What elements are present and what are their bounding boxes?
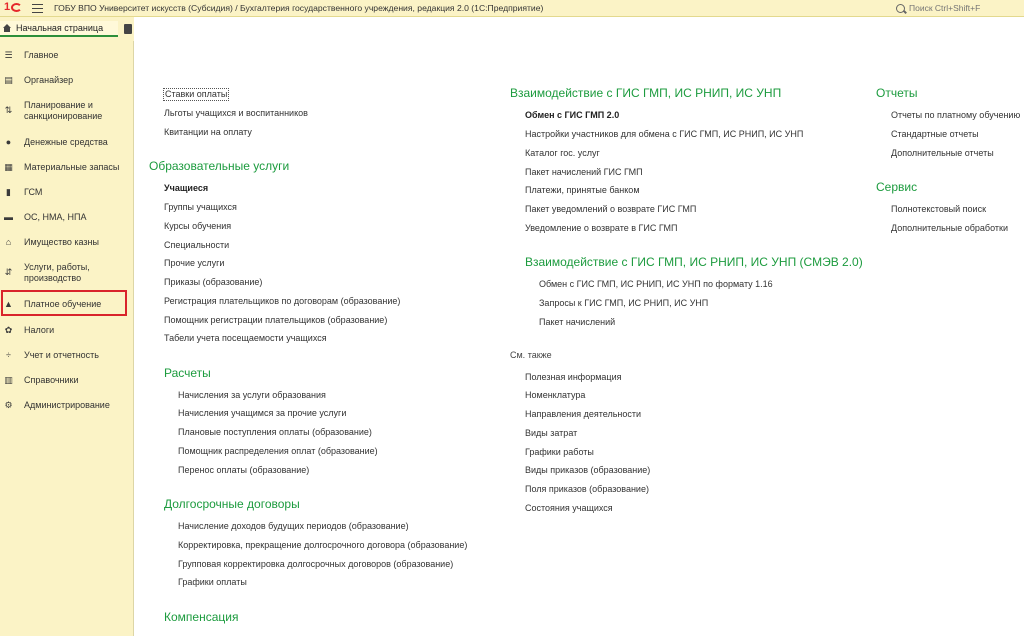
section-service[interactable]: Сервис (876, 180, 918, 194)
search-box[interactable] (896, 2, 1020, 14)
section-calculations[interactable]: Расчеты (164, 366, 211, 380)
sidebar (0, 41, 134, 636)
sidebar-item-label: Платное обучение (24, 298, 102, 309)
link-attendance[interactable]: Табели учета посещаемости учащихся (164, 333, 327, 343)
1c-logo-icon: 1 (4, 2, 24, 14)
sidebar-item-label: Главное (24, 49, 59, 60)
link-refund-notices-package[interactable]: Пакет уведомлений о возврате ГИС ГМП (525, 204, 697, 214)
tab-home-label: Начальная страница (16, 23, 104, 33)
link-smev-accrual-package[interactable]: Пакет начислений (539, 317, 616, 327)
section-reports[interactable]: Отчеты (876, 86, 918, 100)
link-work-schedules[interactable]: Графики работы (525, 447, 594, 457)
sidebar-item-label: Услуги, работы, производство (24, 262, 90, 283)
truck-icon: ▬ (4, 212, 13, 222)
section-compensation[interactable]: Компенсация (164, 610, 239, 624)
section-smev[interactable]: Взаимодействие с ГИС ГМП, ИС РНИП, ИС УНП (СМЭВ 2.0) (525, 255, 863, 269)
search-input[interactable] (909, 3, 1019, 13)
sidebar-item-money[interactable] (0, 136, 134, 148)
sidebar-item-main[interactable] (0, 49, 134, 61)
sidebar-item-fuel[interactable] (0, 186, 134, 198)
link-payer-registration-assistant[interactable]: Помощник регистрации плательщиков (образование) (164, 315, 388, 325)
sidebar-item-label: Налоги (24, 324, 55, 335)
tabs-row (0, 17, 134, 41)
sidebar-item-label: Планирование и санкционирование (24, 100, 103, 121)
section-long-term[interactable]: Долгосрочные договоры (164, 497, 300, 511)
sidebar-item-treasury[interactable] (0, 236, 134, 248)
link-group-correction[interactable]: Групповая корректировка долгосрочных договоров (образование) (178, 559, 454, 569)
list-icon: ☰ (4, 49, 13, 60)
link-fulltext-search[interactable]: Полнотекстовый поиск (891, 204, 987, 214)
link-contract-correction[interactable]: Корректировка, прекращение долгосрочного договора (образование) (178, 540, 468, 550)
tools-icon: ⇵ (4, 267, 13, 277)
link-gis-requests[interactable]: Запросы к ГИС ГМП, ИС РНИП, ИС УНП (539, 298, 709, 308)
link-standard-reports[interactable]: Стандартные отчеты (891, 129, 979, 139)
sidebar-item-label: Учет и отчетность (24, 349, 99, 360)
sidebar-item-organizer[interactable] (0, 74, 134, 86)
link-orders[interactable]: Приказы (образование) (164, 277, 263, 287)
sidebar-item-assets[interactable] (0, 211, 134, 223)
section-edu-services[interactable]: Образовательные услуги (149, 159, 290, 173)
link-additional-reports[interactable]: Дополнительные отчеты (891, 148, 994, 158)
link-courses[interactable]: Курсы обучения (164, 221, 232, 231)
link-exchange-settings[interactable]: Настройки участников для обмена с ГИС ГМП, ИС РНИП, ИС УНП (525, 129, 804, 139)
title-bar (0, 0, 1024, 17)
link-payer-registration[interactable]: Регистрация плательщиков по договорам (образование) (164, 296, 401, 306)
sidebar-item-services[interactable] (0, 261, 134, 285)
link-receipts[interactable]: Квитанции на оплату (164, 127, 252, 137)
link-payment-schedules[interactable]: Графики оплаты (178, 577, 247, 587)
sidebar-item-label: ОС, НМА, НПА (24, 211, 87, 222)
link-planned-receipts[interactable]: Плановые поступления оплаты (образование) (178, 427, 372, 437)
sidebar-item-label: Материальные запасы (24, 161, 120, 172)
sidebar-item-admin[interactable] (0, 399, 134, 411)
link-additional-processing[interactable]: Дополнительные обработки (891, 223, 1008, 233)
link-student-states[interactable]: Состояния учащихся (525, 503, 613, 513)
link-refund-notice[interactable]: Уведомление о возврате в ГИС ГМП (525, 223, 678, 233)
link-future-income[interactable]: Начисление доходов будущих периодов (образование) (178, 521, 409, 531)
link-accrual-package[interactable]: Пакет начислений ГИС ГМП (525, 167, 643, 177)
link-other-accruals[interactable]: Начисления учащимся за прочие услуги (178, 408, 347, 418)
sidebar-item-inventory[interactable] (0, 161, 134, 173)
link-nomenclature[interactable]: Номенклатура (525, 390, 586, 400)
link-order-fields[interactable]: Поля приказов (образование) (525, 484, 649, 494)
link-useful-info[interactable]: Полезная информация (525, 372, 622, 382)
sidebar-item-planning[interactable] (0, 99, 134, 123)
link-specialties[interactable]: Специальности (164, 240, 230, 250)
sidebar-item-label: ГСМ (24, 186, 43, 197)
app-title: ГОБУ ВПО Университет искусств (Субсидия) / Бухгалтерия государственного учреждения, редакция 2.0 (1С:Предприятие) (54, 3, 544, 13)
sidebar-item-label: Денежные средства (24, 136, 108, 147)
home-icon (3, 24, 11, 32)
tab-home[interactable] (0, 21, 118, 37)
link-paid-education-reports[interactable]: Отчеты по платному обучению (891, 110, 1021, 120)
link-edu-accruals[interactable]: Начисления за услуги образования (178, 390, 326, 400)
link-gis-exchange[interactable]: Обмен с ГИС ГМП 2.0 (525, 110, 620, 120)
sidebar-item-accounting[interactable] (0, 349, 134, 361)
accounting-icon: ÷ (6, 350, 11, 360)
link-exchange-1-16[interactable]: Обмен с ГИС ГМП, ИС РНИП, ИС УНП по формату 1.16 (539, 279, 773, 289)
link-bank-payments[interactable]: Платежи, принятые банком (525, 185, 640, 195)
link-cost-types[interactable]: Виды затрат (525, 428, 578, 438)
link-payment-transfer[interactable]: Перенос оплаты (образование) (178, 465, 310, 475)
tax-icon: ✿ (4, 324, 13, 335)
link-service-catalog[interactable]: Каталог гос. услуг (525, 148, 600, 158)
link-students[interactable]: Учащиеся (164, 183, 209, 193)
sidebar-item-label: Справочники (24, 374, 79, 385)
books-icon: ▥ (4, 374, 13, 385)
planning-icon: ⇅ (4, 105, 13, 115)
see-also-label: См. также (510, 350, 552, 360)
graduation-cap-icon: ▲ (4, 299, 13, 309)
link-rates[interactable]: Ставки оплаты (165, 89, 228, 99)
link-activity-directions[interactable]: Направления деятельности (525, 409, 642, 419)
search-icon[interactable] (896, 4, 905, 13)
selection-highlight-frame (1, 290, 127, 316)
notebook-icon: ▤ (4, 74, 13, 85)
bank-icon: ⌂ (5, 237, 12, 247)
sidebar-item-directories[interactable] (0, 374, 134, 386)
pin-icon[interactable] (124, 24, 132, 34)
sidebar-item-label: Администрирование (24, 399, 110, 410)
money-icon: ● (5, 137, 12, 147)
link-payment-distribution[interactable]: Помощник распределения оплат (образование) (178, 446, 378, 456)
sidebar-item-label: Органайзер (24, 74, 74, 85)
sidebar-item-label: Имущество казны (24, 236, 99, 247)
inventory-icon: ▦ (4, 161, 13, 172)
sidebar-item-taxes[interactable] (0, 324, 134, 336)
main-menu-icon[interactable] (32, 4, 43, 13)
gear-icon: ⚙ (4, 399, 13, 410)
link-student-groups[interactable]: Группы учащихся (164, 202, 237, 212)
main-content (134, 17, 1024, 636)
link-benefits[interactable]: Льготы учащихся и воспитанников (164, 108, 308, 118)
section-gis-gmp[interactable]: Взаимодействие с ГИС ГМП, ИС РНИП, ИС УНП (510, 86, 782, 100)
fuel-icon: ▮ (6, 186, 11, 197)
link-other-services[interactable]: Прочие услуги (164, 258, 225, 268)
link-order-types[interactable]: Виды приказов (образование) (525, 465, 651, 475)
